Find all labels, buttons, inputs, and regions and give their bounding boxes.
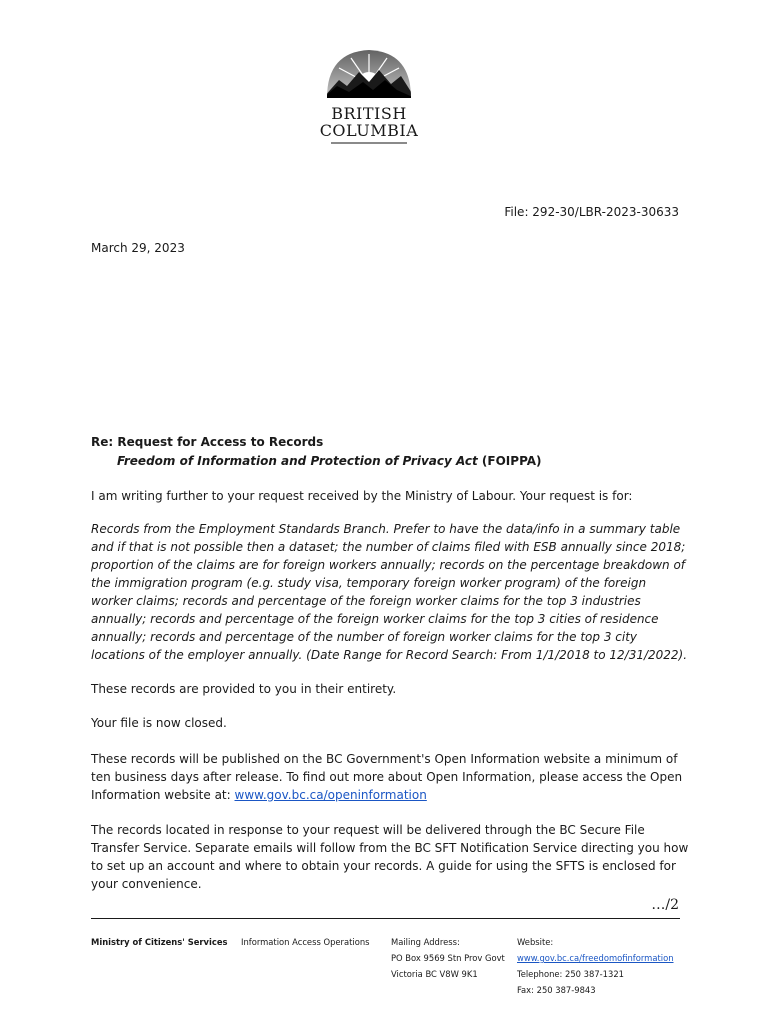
file-closed-paragraph: Your file is now closed. <box>91 716 227 730</box>
act-abbreviation: (FOIPPA) <box>477 454 542 468</box>
footer-divider <box>91 918 680 919</box>
telephone: Telephone: 250 387-1321 <box>517 969 624 979</box>
file-reference: File: 292-30/LBR-2023-30633 <box>504 205 679 219</box>
page-continuation: …/2 <box>651 897 679 913</box>
mailing-label: Mailing Address: <box>391 937 460 947</box>
website-link[interactable]: www.gov.bc.ca/freedomofinformation <box>517 953 674 963</box>
logo-underline <box>331 142 407 144</box>
sfts-paragraph: The records located in response to your request will be delivered through the BC Secure File Transfer Service. Separate emails will follow from the BC SFT Notification Service directing you how to set up an account and where to obtain your records. A guide for using the SFTS is enclosed for your convenience. <box>91 823 689 891</box>
footer-website <box>517 934 674 998</box>
open-information-paragraph <box>91 750 691 804</box>
subject-title: Re: Request for Access to Records <box>91 435 324 449</box>
subject-line <box>91 433 542 471</box>
records-provided-paragraph: These records are provided to you in their entirety. <box>91 682 397 696</box>
fax: Fax: 250 387-9843 <box>517 985 596 995</box>
bc-government-logo <box>313 46 425 146</box>
letter-date: March 29, 2023 <box>91 241 185 255</box>
footer-ministry: Ministry of Citizens' Services <box>91 937 228 947</box>
open-information-link[interactable]: www.gov.bc.ca/openinformation <box>234 788 427 802</box>
footer-mailing-address <box>391 934 505 982</box>
request-description: Records from the Employment Standards Branch. Prefer to have the data/info in a summary table and if that is not possible then a dataset; the number of claims filed with ESB annually since 2018; proportion of the claims are for foreign workers annually; records on the percentage breakdown of the immigration program (e.g. study visa, temporary foreign worker program) of the foreign worker claims; records and percentage of the foreign worker claims for the top 3 industries annually; records and percentage of the foreign worker claims for the top 3 cities of residence annually; records and percentage of the number of foreign worker claims for the top 3 city locations of the employer annually. (Date Range for Record Search: From 1/1/2018 to 12/31/2022). <box>91 522 688 662</box>
mailing-line-1: PO Box 9569 Stn Prov Govt <box>391 953 505 963</box>
logo-text-columbia: COLUMBIA <box>319 121 419 140</box>
website-label: Website: <box>517 937 554 947</box>
act-name: Freedom of Information and Protection of Privacy Act <box>117 454 478 468</box>
subject-act <box>91 452 542 471</box>
open-information-text: These records will be published on the BC Government's Open Information website a minimum of ten business days after release. To find out more about Open Information, please access the Open Information website at: <box>91 752 683 802</box>
footer-office: Information Access Operations <box>241 937 370 947</box>
logo-text-british: BRITISH <box>331 104 407 123</box>
intro-paragraph: I am writing further to your request received by the Ministry of Labour. Your request is for: <box>91 489 633 503</box>
mailing-line-2: Victoria BC V8W 9K1 <box>391 969 478 979</box>
mountain-sun-icon <box>313 46 425 106</box>
